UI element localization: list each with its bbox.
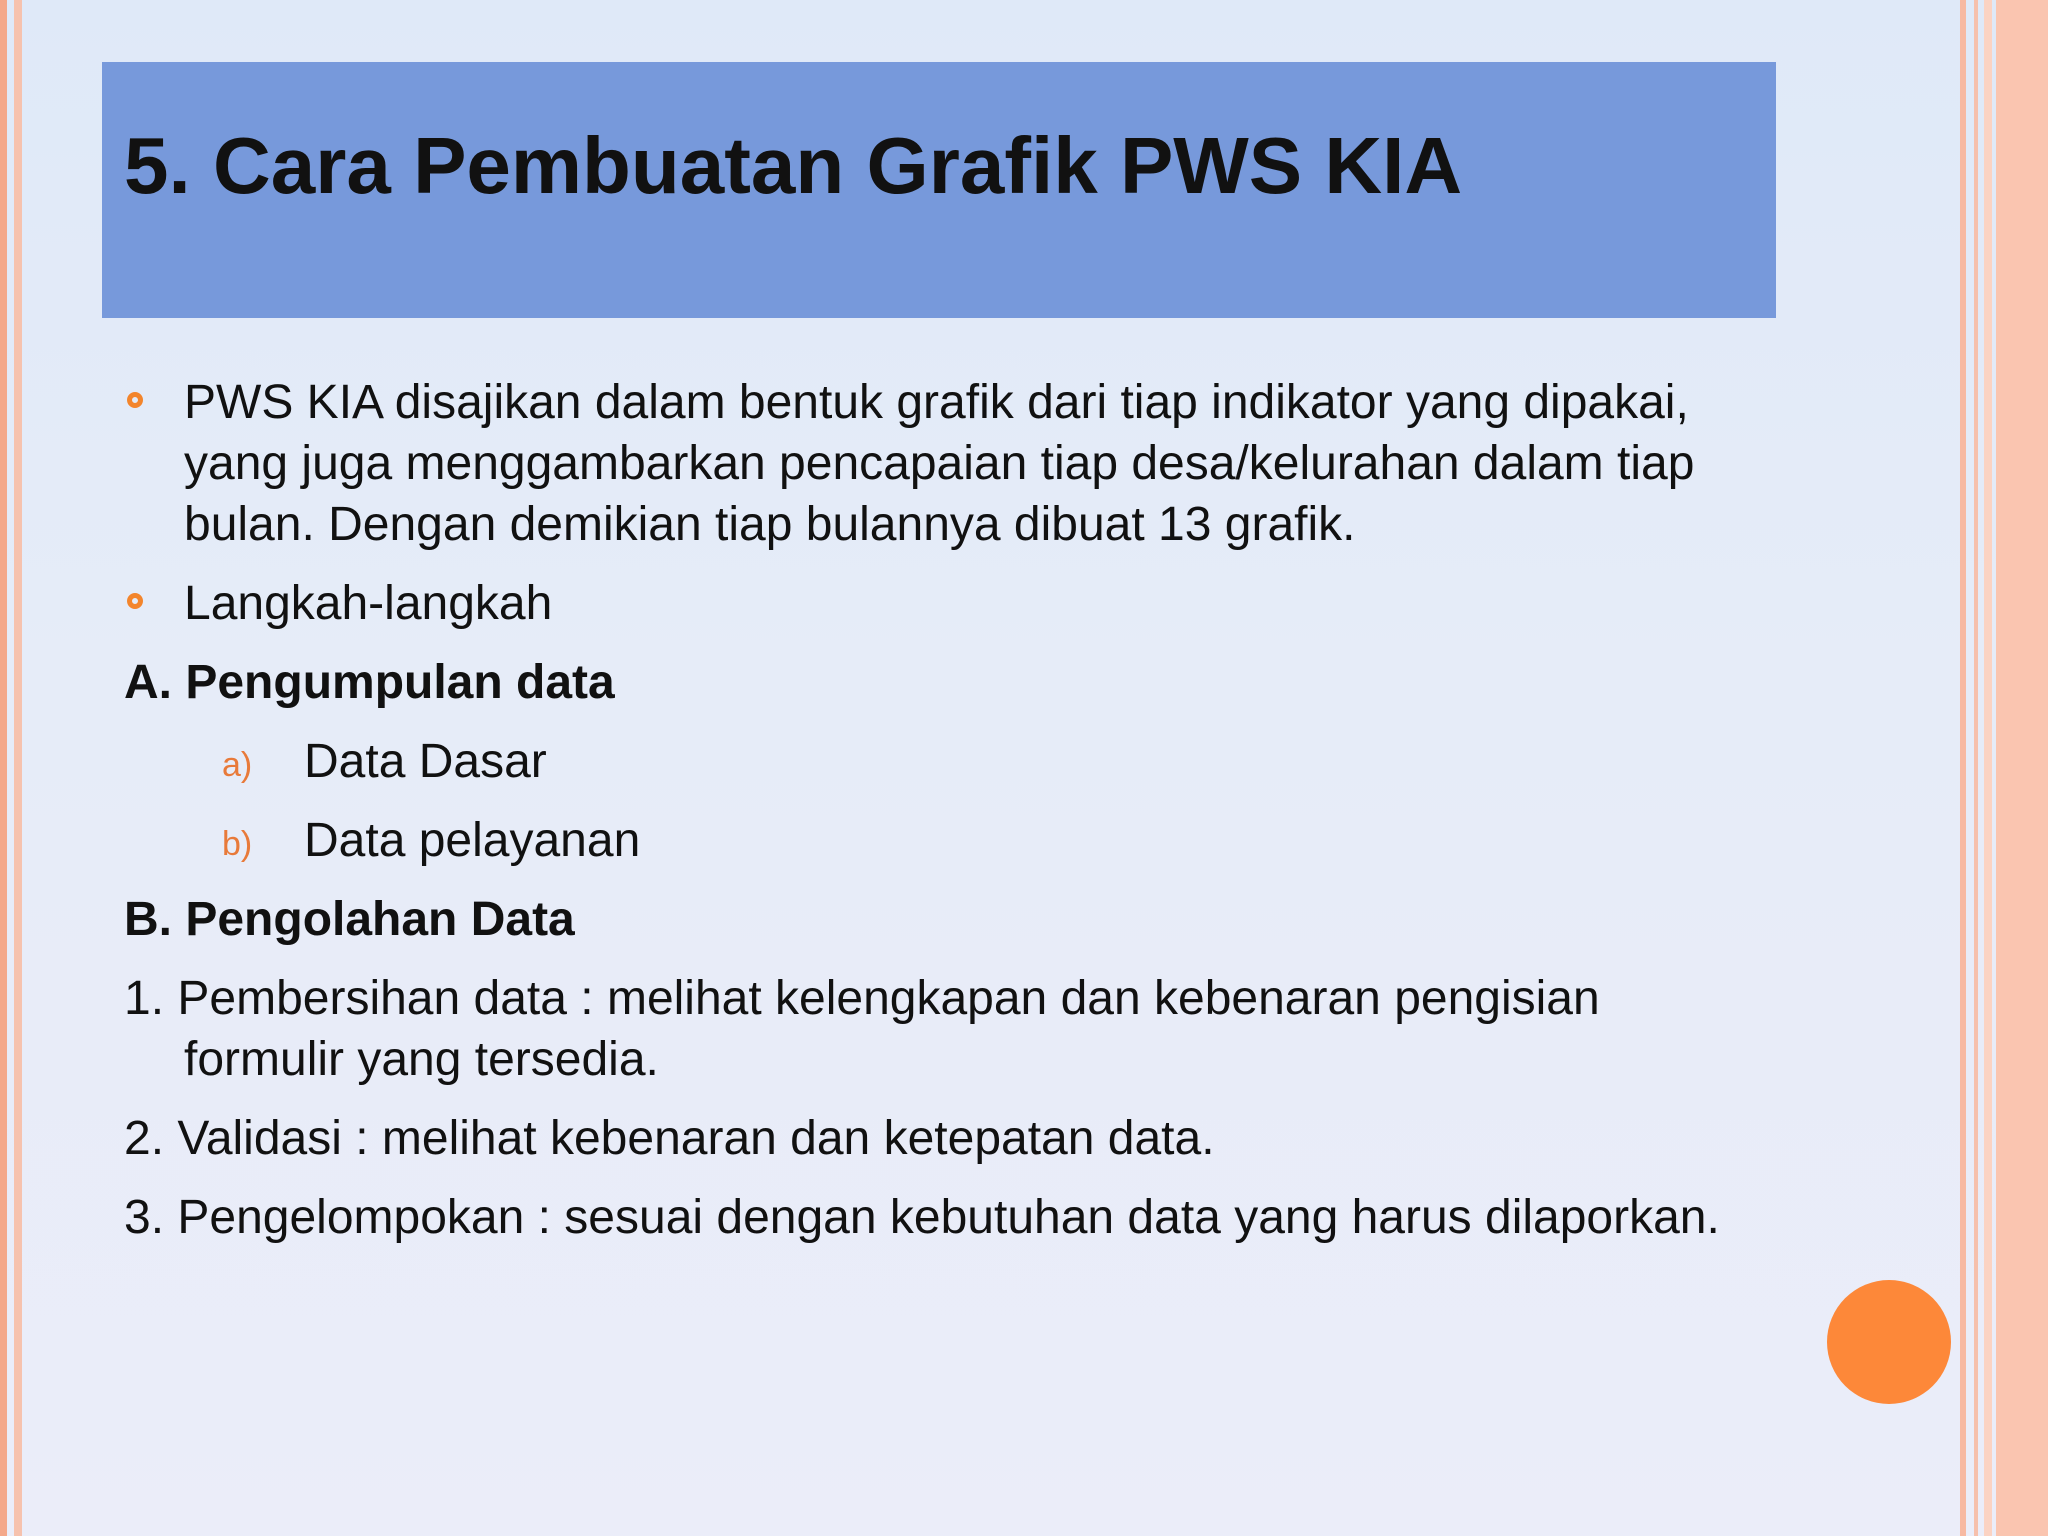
ring-bullet-icon (127, 392, 143, 408)
ring-bullet-icon (127, 593, 143, 609)
sub-item (124, 731, 1764, 792)
bullet-item (124, 372, 1764, 555)
section-b-heading: B. Pengolahan Data (124, 893, 575, 946)
section-a-heading: A. Pengumpulan data (124, 656, 615, 709)
numbered-item: 2. Validasi : melihat kebenaran dan ketepatan data. (124, 1112, 1215, 1165)
bullet-text: Langkah-langkah (184, 577, 553, 630)
right-border-band (1996, 0, 2048, 1536)
bullet-item (124, 573, 1764, 634)
left-border-stripe-inner (14, 0, 22, 1536)
sub-item-text: Data pelayanan (304, 814, 641, 867)
decorative-circle (1827, 1280, 1951, 1404)
left-border-stripe (0, 0, 7, 1536)
slide-body (124, 372, 1764, 1266)
sub-item (124, 810, 1764, 871)
right-border-stripe (1974, 0, 1978, 1536)
slide-title: 5. Cara Pembuatan Grafik PWS KIA (124, 121, 1463, 210)
sub-item-text: Data Dasar (304, 735, 547, 788)
right-border-stripe (1960, 0, 1966, 1536)
numbered-item: 3. Pengelompokan : sesuai dengan kebutuhan data yang harus dilaporkan. (124, 1191, 1720, 1244)
sub-item-marker: b) (222, 825, 253, 863)
bullet-text: PWS KIA disajikan dalam bentuk grafik dari tiap indikator yang dipakai, yang juga menggambarkan pencapaian tiap desa/kelurahan dalam tiap bulan. Dengan demikian tiap bulannya dibuat 13 grafik. (184, 376, 1695, 551)
sub-item-marker: a) (222, 746, 253, 784)
numbered-item: 1. Pembersihan data : melihat kelengkapan dan kebenaran pengisian formulir yang tersedia. (124, 972, 1600, 1086)
right-border-stripe (1984, 0, 1992, 1536)
